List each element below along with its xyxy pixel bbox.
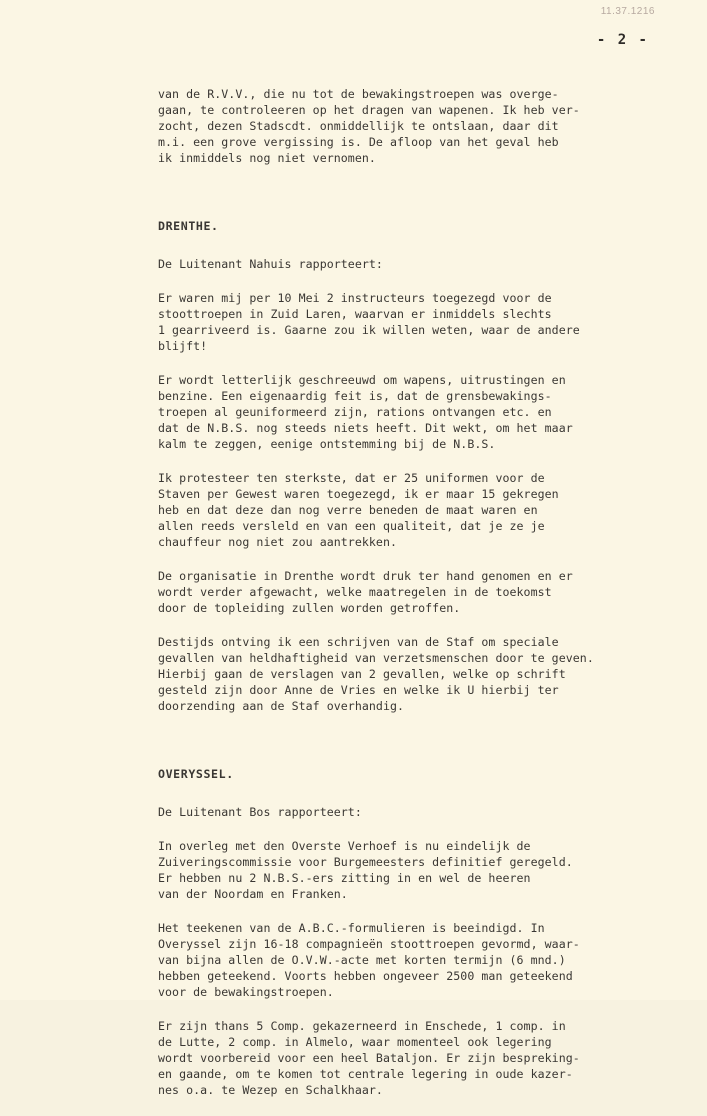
text-line: benzine. Een eigenaardig feit is, dat de grensbewakings- — [158, 389, 552, 403]
section-heading: OVERYSSEL. — [158, 767, 234, 781]
text-line: Er zijn thans 5 Comp. gekazerneerd in Enschede, 1 comp. in — [158, 1019, 566, 1033]
paragraph — [158, 920, 658, 1000]
text-line: dat de N.B.S. nog steeds niets heeft. Dit wekt, om het maar — [158, 421, 573, 435]
text-line: blijft! — [158, 339, 208, 353]
text-line: m.i. een grove vergissing is. De afloop van het geval heb — [158, 135, 559, 149]
text-line: zocht, dezen Stadscdt. onmiddellijk te ontslaan, daar dit — [158, 119, 559, 133]
page-number: - 2 - — [596, 32, 649, 48]
text-line: Er waren mij per 10 Mei 2 instructeurs toegezegd voor de — [158, 291, 552, 305]
text-line: en gaande, om te komen tot centrale legering in oude kazer- — [158, 1067, 573, 1081]
text-line: van der Noordam en Franken. — [158, 887, 348, 901]
text-line: gaan, te controleeren op het dragen van wapenen. Ik heb ver- — [158, 103, 580, 117]
text-line: gevallen van heldhaftigheid van verzetsmenschen door te geven. — [158, 651, 594, 665]
text-line: heb en dat deze dan nog verre beneden de maat waren en — [158, 503, 538, 517]
text-line: De organisatie in Drenthe wordt druk ter hand genomen en er — [158, 569, 573, 583]
text-line: In overleg met den Overste Verhoef is nu eindelijk de — [158, 839, 531, 853]
section-gap — [158, 732, 658, 766]
text-line: Zuiveringscommissie voor Burgemeesters definitief geregeld. — [158, 855, 573, 869]
text-line: gesteld zijn door Anne de Vries en welke ik U hierbij ter — [158, 683, 559, 697]
text-line: Ik protesteer ten sterkste, dat er 25 uniformen voor de — [158, 471, 545, 485]
section-heading: DRENTHE. — [158, 219, 219, 233]
text-line: wordt verder afgewacht, welke maatregelen in de toekomst — [158, 585, 552, 599]
text-line: nes o.a. te Wezep en Schalkhaar. — [158, 1083, 383, 1097]
text-line: wordt voorbereid voor een heel Bataljon. Er zijn bespreking- — [158, 1051, 580, 1065]
text-line: door de topleiding zullen worden getroffen. — [158, 601, 461, 615]
reporter-line: De Luitenant Bos rapporteert: — [158, 805, 362, 819]
paragraph — [158, 838, 658, 902]
paragraph — [158, 470, 658, 550]
text-line: 1 gearriveerd is. Gaarne zou ik willen weten, waar de andere — [158, 323, 580, 337]
text-line: ik inmiddels nog niet vernomen. — [158, 151, 376, 165]
text-line: voor de bewakingstroepen. — [158, 985, 334, 999]
section-gap — [158, 184, 658, 218]
text-line: hebben geteekend. Voorts hebben ongeveer 2500 man geteekend — [158, 969, 573, 983]
text-line: Er wordt letterlijk geschreeuwd om wapens, uitrustingen en — [158, 373, 566, 387]
text-line: allen reeds versleld en van een qualiteit, dat je ze je — [158, 519, 545, 533]
text-line: Er hebben nu 2 N.B.S.-ers zitting in en wel de heeren — [158, 871, 531, 885]
text-line: chauffeur nog niet zou aantrekken. — [158, 535, 398, 549]
text-line: stoottroepen in Zuid Laren, waarvan er inmiddels slechts — [158, 307, 552, 321]
text-line: van bijna allen de O.V.W.-acte met korten termijn (6 mnd.) — [158, 953, 566, 967]
text-line: Overyssel zijn 16-18 compagnieën stoottroepen gevormd, waar- — [158, 937, 580, 951]
paragraph — [158, 634, 658, 714]
document-body — [158, 86, 658, 1116]
text-line: troepen al geuniformeerd zijn, rations ontvangen etc. en — [158, 405, 552, 419]
text-line: Hierbij gaan de verslagen van 2 gevallen, welke op schrift — [158, 667, 566, 681]
archive-mark: 11.37.1216 — [600, 6, 655, 17]
paragraph — [158, 372, 658, 452]
paragraph — [158, 1018, 658, 1098]
reporter-line: De Luitenant Nahuis rapporteert: — [158, 257, 383, 271]
text-line: kalm te zeggen, eenige ontstemming bij de N.B.S. — [158, 437, 496, 451]
text-line: Staven per Gewest waren toegezegd, ik er maar 15 gekregen — [158, 487, 559, 501]
paragraph — [158, 290, 658, 354]
text-line: de Lutte, 2 comp. in Almelo, waar momenteel ook legering — [158, 1035, 552, 1049]
text-line: van de R.V.V., die nu tot de bewakingstroepen was overge- — [158, 87, 559, 101]
text-line: Het teekenen van de A.B.C.-formulieren is beeindigd. In — [158, 921, 545, 935]
paragraph — [158, 568, 658, 616]
paragraph — [158, 86, 658, 166]
text-line: Destijds ontving ik een schrijven van de Staf om speciale — [158, 635, 559, 649]
text-line: doorzending aan de Staf overhandig. — [158, 699, 405, 713]
